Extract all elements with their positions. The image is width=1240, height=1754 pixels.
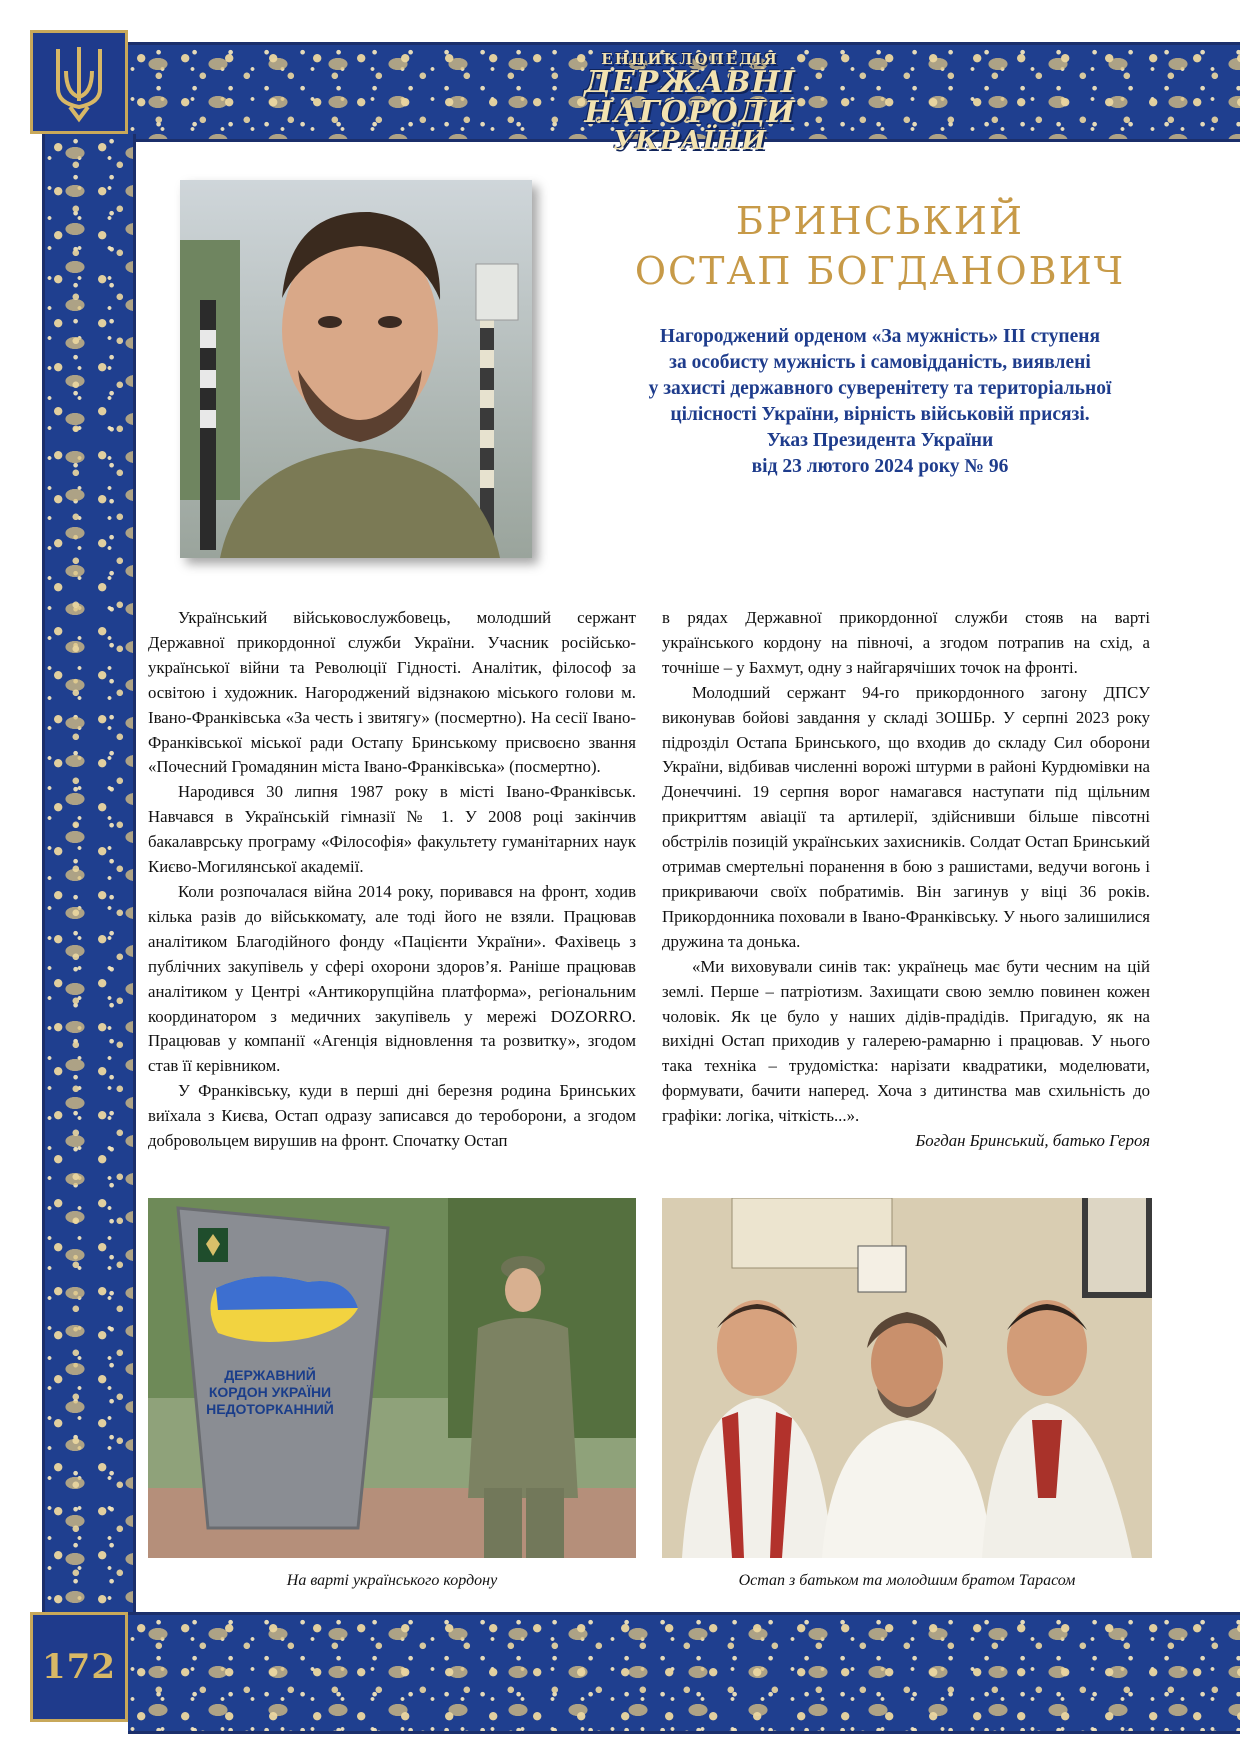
- award-description: [590, 324, 1170, 480]
- masthead-line2: ДЕРЖАВНІ НАГОРОДИ: [584, 65, 796, 130]
- photo-caption: На варті українського кордону: [286, 1572, 498, 1589]
- left-ornament: [42, 134, 136, 1614]
- photo-caption: Остап з батьком та молодшим братом Тарасом: [738, 1572, 1076, 1589]
- decree-title: Указ Президента України: [766, 430, 994, 451]
- biography-paragraph: У Франківську, куди в перші дні березня родина Бринських виїхала з Києва, Остап одразу записався до тероборони, а згодом добровольцем вирушив на фронт. Спочатку Остап: [148, 1081, 636, 1151]
- biography-paragraph: Український військовослужбовець, молодший сержант Державної прикордонної служби України. Учасник російсько-української війни та Революції Гідності. Аналітик, філософ за освітою і художник. Нагороджений відзнакою міського голови м. Івано-Франківська «За честь і звитягу» (посмертно). На сесії Івано-Франківської міської ради Остапу Бринському присвоєно звання «Почесний Громадянин міста Івано-Франківська» (посмертно).: [148, 608, 636, 777]
- masthead-line1: ЕНЦИКЛОПЕДІЯ: [601, 50, 779, 68]
- trident-icon: [48, 41, 110, 123]
- encyclopedia-masthead: [480, 46, 900, 156]
- family-photo: [662, 1198, 1152, 1558]
- sign-line1: ДЕРЖАВНИЙ: [224, 1367, 316, 1383]
- page-number: 172: [42, 1647, 116, 1687]
- person-given-names: ОСТАП БОГДАНОВИЧ: [634, 249, 1126, 293]
- award-line: цілісності України, вірність військовій присязі.: [670, 404, 1090, 425]
- sign-line2: КОРДОН УКРАЇНИ: [208, 1384, 332, 1400]
- masthead-line3: УКРАЇНИ: [613, 126, 767, 156]
- decree-date: від 23 лютого 2024 року № 96: [751, 456, 1009, 477]
- award-line: за особисту мужність і самовідданість, виявлені: [669, 352, 1091, 373]
- person-name: [600, 196, 1160, 296]
- person-surname: БРИНСЬКИЙ: [735, 199, 1025, 243]
- footer-ornament: [128, 1612, 1240, 1734]
- biography-paragraph: Коли розпочалася війна 2014 року, поривався на фронт, ходив кілька разів до військкомату, але тоді його не взяли. Працював аналітиком Благодійного фонду «Пацієнти України». Фахівець з публічних закупівель у сфері охорони здоров’я. Раніше працював аналітиком у Центрі «Антикорупційна платформа», регіональним координатором з медичних закупівель у мережі DOZORRO. Працював у компанії «Агенція відновлення та розвитку», згодом став її керівником.: [148, 881, 636, 1076]
- sign-line3: НЕДОТОРКАННИЙ: [206, 1401, 334, 1417]
- biography-right-column: [662, 606, 1150, 1154]
- border-guard-photo: [148, 1198, 636, 1558]
- page-number-box: [30, 1612, 128, 1722]
- biography-left-column: [148, 606, 636, 1154]
- award-line: Нагороджений орденом «За мужність» ІІІ ступеня: [659, 326, 1101, 347]
- portrait-photo: [180, 180, 532, 558]
- quote-signature: Богдан Бринський, батько Героя: [915, 1131, 1150, 1151]
- biography-continuation: в рядах Державної прикордонної служби стояв на варті українського кордону на півночі, а згодом потрапив на схід, а точніше – у Бахмут, одну з найгарячіших точок на фронті.: [662, 608, 1150, 677]
- emblem-box: [30, 30, 128, 134]
- father-quote: «Ми виховували синів так: українець має бути чесним на цій землі. Перше – патріотизм. Захищати свою землю повинен кожен чоловік. Як це було у наших дідів-прадідів. Пригадую, як на вихідні Остап приходив у галерею-рамарню і працював. У нього така техніка – трудомістка: нарізати квадратики, моделювати, формувати, бачити наперед. Хоча з дитинства мав схильність до графіки: логіка, чіткість...».: [662, 956, 1150, 1126]
- award-line: у захисті державного суверенітету та територіальної: [648, 378, 1112, 399]
- biography-paragraph: Молодший сержант 94-го прикордонного загону ДПСУ виконував бойові завдання у складі 3ОШБр. У серпні 2023 року підрозділ Остапа Бринського, що входив до складу Сил оборони України, відбивав численні ворожі штурми в районі Курдюмівки на Донеччині. 19 серпня ворог намагався наступати під щільним прикриттям авіації та артилерії, здійснивши більше півсотні обстрілів позицій українських захисників. Солдат Остап Бринський отримав смертельні поранення в бою з рашистами, ведучи вогонь і прикриваючи своїх побратимів. Він загинув у віці 36 років. Прикордонника поховали в Івано-Франківську. У нього залишилися дружина та донька.: [662, 682, 1150, 951]
- biography-paragraph: Народився 30 липня 1987 року в місті Івано-Франківськ. Навчався в Українській гімназії № 1. У 2008 році закінчив бакалаврську програму «Філософія» факультету гуманітарних наук Києво-Могилянської академії.: [148, 782, 636, 877]
